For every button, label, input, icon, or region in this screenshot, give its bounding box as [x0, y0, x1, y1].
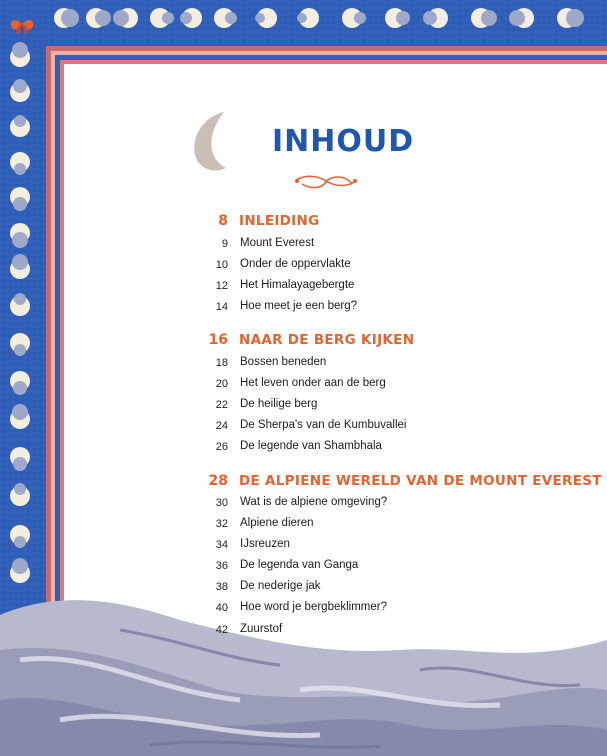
- toc-entry: [0, 236, 607, 254]
- entry-page-number: 14: [215, 301, 228, 313]
- entry-page-number: 18: [215, 357, 228, 369]
- entry-page-number: 12: [215, 280, 228, 292]
- section-title: INLEIDING: [239, 213, 320, 229]
- entry-title: Bossen beneden: [240, 356, 327, 368]
- toc-entry: [0, 622, 607, 640]
- entry-page-number: 10: [215, 259, 228, 271]
- entry-page-number: 38: [215, 581, 228, 593]
- section-page-number: 16: [208, 332, 228, 348]
- entry-title: De heilige berg: [240, 398, 318, 410]
- toc-entry: [0, 439, 607, 457]
- toc-entry: [0, 558, 607, 576]
- entry-title: Alpiene dieren: [240, 517, 314, 529]
- entry-page-number: 20: [215, 378, 228, 390]
- entry-page-number: 24: [215, 420, 228, 432]
- toc-entry: [0, 355, 607, 373]
- section-page-number: 28: [208, 473, 228, 489]
- toc-entry: [0, 299, 607, 317]
- entry-page-number: 32: [215, 518, 228, 530]
- toc-entry: [0, 278, 607, 296]
- toc-entry: [0, 600, 607, 618]
- section-title: DE ALPIENE WERELD VAN DE MOUNT EVEREST: [239, 473, 602, 489]
- entry-title: Zuurstof: [240, 623, 283, 635]
- entry-title: De legenda van Ganga: [240, 559, 359, 571]
- toc-entry: [0, 418, 607, 436]
- toc-entry: [0, 579, 607, 597]
- toc-entry: [0, 537, 607, 555]
- entry-title: Mount Everest: [240, 237, 315, 249]
- entry-title: Hoe meet je een berg?: [240, 300, 357, 312]
- entry-title: De Sherpa's van de Kumbuvallei: [240, 419, 407, 431]
- entry-title: Onder de oppervlakte: [240, 258, 351, 270]
- entry-page-number: 40: [215, 602, 228, 614]
- toc-entry: [0, 495, 607, 513]
- section-title: NAAR DE BERG KIJKEN: [239, 332, 415, 348]
- entry-page-number: 30: [215, 497, 228, 509]
- section-heading: [0, 213, 607, 233]
- toc-entry: [0, 397, 607, 415]
- entry-title: Het leven onder aan de berg: [240, 377, 386, 389]
- entry-page-number: 26: [215, 441, 228, 453]
- toc-entry: [0, 376, 607, 394]
- entry-page-number: 42: [215, 624, 228, 636]
- page-title: INHOUD: [272, 124, 415, 159]
- entry-title: De legende van Shambhala: [240, 440, 382, 452]
- toc-entry: [0, 516, 607, 534]
- section-heading: [0, 473, 607, 493]
- entry-page-number: 9: [221, 238, 228, 250]
- entry-page-number: 22: [215, 399, 228, 411]
- entry-page-number: 34: [215, 539, 228, 551]
- entry-title: Hoe word je bergbeklimmer?: [240, 601, 388, 613]
- entry-title: Het Himalayagebergte: [240, 279, 355, 291]
- section-heading: [0, 332, 607, 352]
- section-page-number: 8: [218, 213, 228, 229]
- toc-entry: [0, 257, 607, 275]
- entry-title: IJsreuzen: [240, 538, 290, 550]
- entry-page-number: 36: [215, 560, 228, 572]
- entry-title: De nederige jak: [240, 580, 321, 592]
- entry-title: Wat is de alpiene omgeving?: [240, 496, 388, 508]
